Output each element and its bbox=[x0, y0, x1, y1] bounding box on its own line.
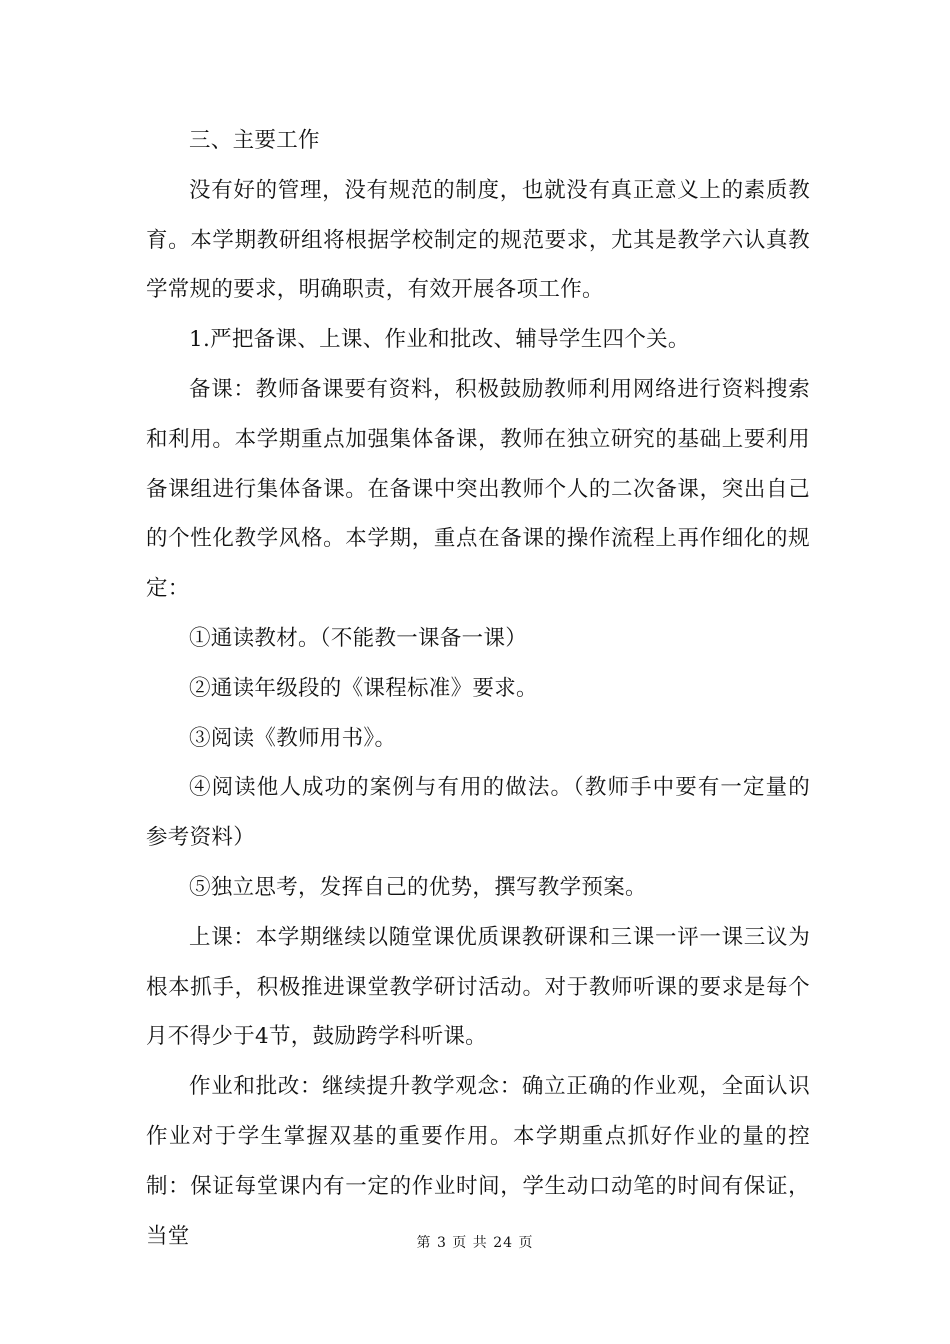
paragraph-lesson-prep: 备课：教师备课要有资料，积极鼓励教师利用网络进行资料搜索和利用。本学期重点加强集体备课，教师在独立研究的基础上要利用备课组进行集体备课。在备课中突出教师个人的二次备课，突出自己的个性化教学风格。本学期，重点在备课的操作流程上再作细化的规定： bbox=[146, 376, 810, 602]
list-item-3: ③阅读《教师用书》。 bbox=[189, 725, 397, 751]
paragraph-intro: 没有好的管理，没有规范的制度，也就没有真正意义上的素质教育。本学期教研组将根据学校制定的规范要求，尤其是教学六认真教学常规的要求，明确职责，有效开展各项工作。 bbox=[146, 177, 810, 303]
page-body bbox=[146, 116, 810, 1261]
list-item-4: ④阅读他人成功的案例与有用的做法。（教师手中要有一定量的参考资料） bbox=[146, 775, 810, 851]
list-item-1: ①通读教材。（不能教一课备一课） bbox=[189, 625, 528, 651]
paragraph-item-1: 1.严把备课、上课、作业和批改、辅导学生四个关。 bbox=[189, 327, 690, 353]
page-footer: 第 3 页 共 24 页 bbox=[416, 1235, 534, 1251]
list-item-5: ⑤独立思考，发挥自己的优势，撰写教学预案。 bbox=[189, 874, 647, 900]
list-item-2: ②通读年级段的《课程标准》要求。 bbox=[189, 675, 538, 701]
paragraph-teaching: 上课：本学期继续以随堂课优质课教研课和三课一评一课三议为根本抓手，积极推进课堂教学研讨活动。对于教师听课的要求是每个月不得少于4节，鼓励跨学科听课。 bbox=[146, 924, 810, 1050]
paragraph-homework: 作业和批改：继续提升教学观念：确立正确的作业观，全面认识作业对于学生掌握双基的重要作用。本学期重点抓好作业的量的控制：保证每堂课内有一定的作业时间，学生动口动笔的时间有保证，当堂 bbox=[146, 1074, 810, 1249]
section-heading: 三、主要工作 bbox=[189, 128, 320, 153]
